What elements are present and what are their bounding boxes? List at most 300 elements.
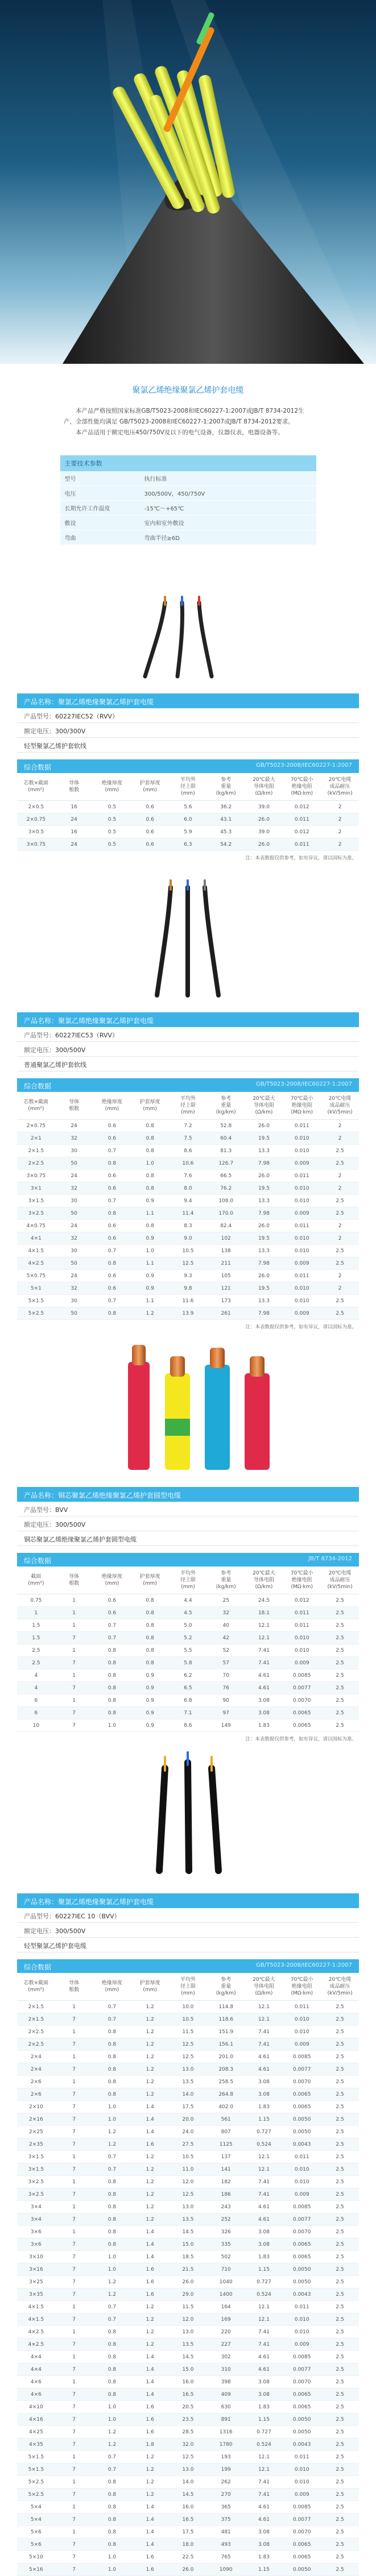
table-row	[17, 2301, 359, 2313]
table-cell: 1.6	[131, 2138, 169, 2151]
table-cell: 1	[55, 2476, 93, 2488]
table-cell: 1.83	[245, 1719, 283, 1732]
table-cell: 1.4	[131, 2226, 169, 2238]
product-voltage-label: 额定电压：	[24, 1927, 55, 1935]
table-row	[17, 2138, 359, 2151]
three-core-cable-image	[0, 580, 376, 693]
table-cell: 1.0	[131, 1245, 169, 1257]
table-row	[17, 1682, 359, 1694]
table-cell: 0.009	[283, 2488, 321, 2501]
table-cell: 0.010	[283, 1195, 321, 1207]
table-row	[17, 1232, 359, 1245]
table-cell: 0.011	[283, 1619, 321, 1632]
table-cell: 12.1	[245, 2301, 283, 2313]
table-row	[17, 1669, 359, 1682]
table-cell: 1	[55, 2051, 93, 2063]
table-cell: 2.5	[321, 2563, 359, 2576]
table-cell: 2	[321, 838, 359, 851]
intro-section	[0, 364, 376, 580]
table-row	[17, 2101, 359, 2113]
table-cell: 1.2	[131, 2201, 169, 2213]
table-cell: 3×35	[17, 2288, 55, 2301]
table-cell: 13.0	[169, 2326, 207, 2338]
table-cell: 5×6	[17, 2526, 55, 2538]
column-header: 参考 重量 (kg/km)	[207, 773, 245, 801]
table-cell: 4.61	[245, 2201, 283, 2213]
table-cell: 4×6	[17, 2388, 55, 2401]
table-row	[17, 2351, 359, 2363]
table-cell: 13.3	[245, 1195, 283, 1207]
table-cell: 17.5	[169, 2101, 207, 2113]
spec-key: 弯曲	[64, 535, 76, 542]
table-cell: 0.010	[283, 2326, 321, 2338]
table-cell: 0.727	[245, 2276, 283, 2288]
table-row	[17, 2226, 359, 2238]
table-cell: 24.5	[245, 1594, 283, 1607]
table-cell: 97	[207, 1707, 245, 1719]
table-cell: 13.5	[169, 2213, 207, 2226]
table-cell: 0.6	[131, 826, 169, 838]
spec-value: 执行标准	[144, 476, 167, 483]
table-cell: 0.8	[93, 1694, 131, 1707]
table-cell: 4.61	[245, 2213, 283, 2226]
table-row	[17, 1282, 359, 1295]
spec-row	[60, 486, 316, 501]
table-cell: 0.8	[93, 2326, 131, 2338]
table-cell: 0.8	[93, 2363, 131, 2376]
table-cell: 0.011	[283, 2001, 321, 2013]
table-cell: 12.5	[169, 2038, 207, 2051]
table-cell: 0.9	[131, 1282, 169, 1295]
table-cell: 1.5	[17, 1619, 55, 1632]
table-cell: 1.4	[131, 2113, 169, 2126]
table-cell: 7.1	[169, 1707, 207, 1719]
table-cell: 12.1	[245, 2463, 283, 2476]
table-row	[17, 1220, 359, 1232]
table-cell: 1316	[207, 2426, 245, 2438]
table-cell: 0.7	[93, 1245, 131, 1257]
table-cell: 2×0.5	[17, 801, 55, 813]
table-cell: 7	[55, 2126, 93, 2138]
table-cell: 0.6	[131, 838, 169, 851]
standard-code: JB/T 8734-2012	[308, 1556, 352, 1562]
column-header: 70℃最小 绝缘电阻 (MΩ·km)	[283, 1567, 321, 1594]
table-cell: 1.8	[131, 2438, 169, 2451]
table-cell: 12.5	[169, 2188, 207, 2201]
table-cell: 0.8	[93, 2476, 131, 2488]
table-cell: 1.4	[131, 2538, 169, 2551]
table-cell: 1.2	[93, 2438, 131, 2451]
table-cell: 1.4	[131, 2526, 169, 2538]
table-row	[17, 826, 359, 838]
table-cell: 0.7	[93, 2151, 131, 2163]
table-cell: 156.1	[207, 2038, 245, 2051]
table-cell: 252	[207, 2213, 245, 2226]
table-cell: 4.61	[245, 2513, 283, 2526]
table-cell: 2.5	[321, 2063, 359, 2076]
table-cell: 7	[55, 2138, 93, 2151]
table-cell: 102	[207, 1232, 245, 1245]
table-cell: 50	[55, 1207, 93, 1220]
table-cell: 32	[207, 1607, 245, 1619]
table-cell: 7.41	[245, 2476, 283, 2488]
table-row	[17, 2088, 359, 2101]
table-cell: 1	[55, 2351, 93, 2363]
table-cell: 2×6	[17, 2076, 55, 2088]
table-cell: 118.6	[207, 2013, 245, 2026]
table-cell: 45.3	[207, 826, 245, 838]
product-name: 产品名称：聚氯乙烯绝缘聚氯乙烯护套电缆	[17, 693, 359, 708]
spec-key: 敷设	[64, 521, 76, 527]
table-row	[17, 2038, 359, 2051]
table-cell: 2.5	[321, 1157, 359, 1170]
table-row	[17, 1195, 359, 1207]
table-row	[17, 2376, 359, 2388]
table-cell: 0.009	[283, 1207, 321, 1220]
table-cell: 7	[55, 1682, 93, 1694]
table-cell: 2×25	[17, 2126, 55, 2138]
table-cell: 50	[55, 1307, 93, 1320]
table-cell: 258.5	[207, 2076, 245, 2088]
table-cell: 2.5	[321, 2176, 359, 2188]
table-cell: 1	[55, 2501, 93, 2513]
table-cell: 0.011	[283, 1220, 321, 1232]
table-cell: 1.2	[93, 2288, 131, 2301]
table-cell: 4×0.75	[17, 1220, 55, 1232]
table-cell: 32	[55, 1282, 93, 1295]
table-cell: 0.8	[131, 1132, 169, 1145]
table-cell: 335	[207, 2238, 245, 2251]
table-cell: 0.7	[93, 2001, 131, 2013]
column-header: 芯数×截面 (mm²)	[17, 1092, 55, 1120]
table-cell: 0.010	[283, 1245, 321, 1257]
table-cell: 3.08	[245, 2076, 283, 2088]
table-title: 综合数据	[24, 1963, 52, 1971]
table-row	[17, 2526, 359, 2538]
table-cell: 7	[55, 2551, 93, 2563]
table-cell: 5×4	[17, 2501, 55, 2513]
table-cell: 765	[207, 2551, 245, 2563]
table-cell: 0.5	[93, 801, 131, 813]
table-cell: 2	[321, 1282, 359, 1295]
table-cell: 1.2	[93, 2126, 131, 2138]
table-cell: 5×6	[17, 2538, 55, 2551]
table-cell: 2.5	[321, 1207, 359, 1220]
data-table	[17, 1567, 359, 1732]
spec-row	[60, 471, 316, 486]
table-header-bar	[17, 1959, 359, 1973]
table-cell: 1.2	[131, 2151, 169, 2163]
product-model-label: 产品型号：	[24, 1032, 55, 1039]
table-cell: 12.1	[245, 2313, 283, 2326]
table-cell: 1.2	[131, 2301, 169, 2313]
table-cell: 5.9	[169, 826, 207, 838]
table-cell: 3×6	[17, 2226, 55, 2238]
table-cell: 36.2	[207, 801, 245, 813]
table-cell: 0.7	[93, 2163, 131, 2176]
product-voltage-label: 额定电压：	[24, 1521, 55, 1528]
table-cell: 7	[55, 2276, 93, 2288]
table-cell: 1.4	[131, 2126, 169, 2138]
table-cell: 108.0	[207, 1195, 245, 1207]
table-cell: 164	[207, 2301, 245, 2313]
table-cell: 12.1	[245, 2451, 283, 2463]
table-cell: 4.4	[169, 1594, 207, 1607]
table-cell: 2.5	[321, 1719, 359, 1732]
table-header-row	[17, 773, 359, 801]
table-cell: 1.2	[131, 2038, 169, 2051]
table-cell: 10.6	[169, 1157, 207, 1170]
table-cell: 1.6	[131, 2413, 169, 2426]
table-cell: 0.7	[93, 1632, 131, 1644]
table-cell: 2.5	[321, 1707, 359, 1719]
table-cell: 19.5	[245, 1232, 283, 1245]
table-cell: 11.0	[169, 2163, 207, 2176]
table-cell: 2.5	[321, 2538, 359, 2551]
table-cell: 3.08	[245, 2388, 283, 2401]
table-cell: 2	[321, 1182, 359, 1195]
table-cell: 0.0085	[283, 1669, 321, 1682]
table-cell: 7	[55, 2213, 93, 2226]
table-cell: 0.6	[93, 1232, 131, 1245]
table-cell: 0.9	[131, 1694, 169, 1707]
table-cell: 7	[55, 2063, 93, 2076]
intro-paragraph: 本产品严格按照国家标准GB/T5023-2008和IEC60227-1:2007或JB/T 8734-2012生产，全部性能均满足 GB/T5023-2008和IEC60227-1:2007或JB/T 8734-2012要求。	[64, 408, 304, 425]
table-cell: 2.5	[321, 1195, 359, 1207]
table-cell: 7	[55, 2288, 93, 2301]
table-cell: 1.6	[131, 2551, 169, 2563]
cable-illustration-4	[0, 1746, 376, 1893]
table-cell: 2	[321, 1220, 359, 1232]
table-cell: 2	[321, 826, 359, 838]
column-header: 参考 重量 (kg/km)	[207, 1973, 245, 2001]
table-cell: 0.8	[93, 2213, 131, 2226]
table-cell: 5.8	[169, 1657, 207, 1669]
table-cell: 121	[207, 1282, 245, 1295]
table-cell: 4×2.5	[17, 2326, 55, 2338]
table-cell: 0.7	[93, 2301, 131, 2313]
table-cell: 2.5	[321, 2488, 359, 2501]
table-cell: 2×1	[17, 1132, 55, 1145]
table-cell: 7.2	[169, 1120, 207, 1132]
table-row	[17, 2163, 359, 2176]
table-cell: 14.5	[169, 2488, 207, 2501]
product-voltage-value: 300/300V	[55, 728, 86, 735]
table-cell: 1.15	[245, 2563, 283, 2576]
table-cell: 1.2	[131, 2051, 169, 2063]
table-cell: 891	[207, 2413, 245, 2426]
table-cell: 0.8	[93, 1669, 131, 1682]
table-cell: 7.98	[245, 1207, 283, 1220]
table-cell: 16.0	[169, 2501, 207, 2513]
table-cell: 0.0070	[283, 2226, 321, 2238]
table-cell: 0.8	[93, 2226, 131, 2238]
table-cell: 4×2.5	[17, 1257, 55, 1270]
table-cell: 1.15	[245, 2113, 283, 2126]
table-cell: 2.5	[321, 2438, 359, 2451]
table-row	[17, 2013, 359, 2026]
table-cell: 0.010	[283, 1132, 321, 1145]
table-cell: 0.0050	[283, 2563, 321, 2576]
table-cell: 0.727	[245, 2426, 283, 2438]
spec-box	[60, 455, 316, 545]
table-cell: 2.5	[321, 2501, 359, 2513]
table-cell: 0.5	[93, 838, 131, 851]
table-cell: 1.1	[131, 1257, 169, 1270]
table-row	[17, 2501, 359, 2513]
table-cell: 7	[55, 2313, 93, 2326]
table-cell: 0.0070	[283, 2076, 321, 2088]
table-cell: 0.0085	[283, 2501, 321, 2513]
table-cell: 5×1.5	[17, 2463, 55, 2476]
table-cell: 5×2.5	[17, 1307, 55, 1320]
table-cell: 2.5	[321, 2163, 359, 2176]
table-cell: 2.5	[17, 1644, 55, 1657]
table-row	[17, 2063, 359, 2076]
table-cell: 2	[321, 813, 359, 826]
table-cell: 0.011	[283, 2451, 321, 2463]
table-cell: 1.2	[93, 2138, 131, 2151]
table-cell: 24	[55, 1170, 93, 1182]
table-cell: 50	[55, 1257, 93, 1270]
table-cell: 2×2.5	[17, 1157, 55, 1170]
table-cell: 1	[55, 2176, 93, 2188]
table-cell: 7	[55, 2188, 93, 2201]
table-cell: 0.0065	[283, 1719, 321, 1732]
hero-cable-image	[0, 0, 376, 364]
table-cell: 43.1	[207, 813, 245, 826]
table-cell: 149	[207, 1719, 245, 1732]
table-cell: 39.0	[245, 826, 283, 838]
table-cell: 10.0	[169, 2001, 207, 2013]
table-cell: 8.3	[169, 1220, 207, 1232]
column-header: 20℃电缆 成品耐压 (kV/5min)	[321, 1092, 359, 1120]
table-cell: 2×2.5	[17, 2026, 55, 2038]
table-cell: 0.010	[283, 2463, 321, 2476]
table-cell: 7	[55, 2238, 93, 2251]
table-cell: 262	[207, 2476, 245, 2488]
table-cell: 13.5	[169, 2338, 207, 2351]
table-cell: 1	[55, 1694, 93, 1707]
data-table	[17, 1092, 359, 1320]
table-cell: 0.010	[283, 2476, 321, 2488]
table-cell: 1780	[207, 2438, 245, 2451]
table-cell: 1	[55, 2301, 93, 2313]
table-row	[17, 2263, 359, 2276]
table-row	[17, 813, 359, 826]
table-cell: 4.61	[245, 1669, 283, 1682]
table-cell: 32.0	[169, 2438, 207, 2451]
table-cell: 2.5	[321, 1682, 359, 1694]
table-cell: 170.0	[207, 1207, 245, 1220]
table-cell: 169	[207, 2313, 245, 2326]
table-cell: 0.0050	[283, 2426, 321, 2438]
table-header-bar	[17, 1553, 359, 1567]
table-cell: 2.5	[321, 1257, 359, 1270]
table-cell: 2.5	[321, 2038, 359, 2051]
table-cell: 2.5	[321, 1594, 359, 1607]
table-cell: 0.010	[283, 1232, 321, 1245]
table-cell: 3.08	[245, 2538, 283, 2551]
table-cell: 26.0	[245, 1220, 283, 1232]
table-cell: 2.5	[321, 2313, 359, 2326]
table-cell: 7	[55, 2401, 93, 2413]
table-cell: 7	[55, 2363, 93, 2376]
table-cell: 1.0	[93, 2413, 131, 2426]
table-cell: 2.5	[321, 1145, 359, 1157]
table-cell: 14.0	[169, 2476, 207, 2488]
table-cell: 0.7	[93, 1145, 131, 1157]
table-cell: 39.0	[245, 801, 283, 813]
table-header-bar	[17, 1078, 359, 1092]
table-cell: 0.9	[131, 1270, 169, 1282]
table-cell: 138	[207, 1245, 245, 1257]
table-cell: 137	[207, 2151, 245, 2163]
table-cell: 14.5	[169, 2226, 207, 2238]
table-cell: 22.5	[169, 2551, 207, 2563]
table-header-row	[17, 1973, 359, 2001]
table-note: 注：本表数据仅供参考，如有异议，请以国标为准。	[245, 855, 357, 861]
table-cell: 0.010	[283, 2163, 321, 2176]
table-row	[17, 1132, 359, 1145]
product-section-4	[17, 1893, 359, 2576]
table-cell: 2.5	[321, 1245, 359, 1257]
table-cell: 16.0	[169, 2376, 207, 2388]
table-cell: 0.9	[131, 1719, 169, 1732]
table-cell: 1.0	[93, 1719, 131, 1732]
table-cell: 0.009	[283, 1657, 321, 1669]
table-cell: 561	[207, 2113, 245, 2126]
table-row	[17, 1619, 359, 1632]
table-cell: 0.8	[131, 1220, 169, 1232]
table-cell: 76	[207, 1682, 245, 1694]
table-cell: 2.5	[321, 2376, 359, 2388]
cable-illustration-1	[0, 580, 376, 693]
table-cell: 1.4	[131, 2251, 169, 2263]
table-cell: 8.0	[169, 1182, 207, 1195]
table-cell: 182	[207, 2176, 245, 2188]
table-cell: 10.5	[169, 2013, 207, 2026]
table-row	[17, 2401, 359, 2413]
table-row	[17, 2463, 359, 2476]
table-cell: 0.727	[245, 2126, 283, 2138]
table-cell: 1	[55, 2026, 93, 2038]
table-cell: 3×6	[17, 2238, 55, 2251]
single-core-cables-image	[0, 1333, 376, 1487]
table-cell: 1.2	[131, 2326, 169, 2338]
column-header: 20℃最大 导体电阻 (Ω/km)	[245, 1092, 283, 1120]
column-header: 20℃电缆 成品耐压 (kV/5min)	[321, 1973, 359, 2001]
table-cell: 0.011	[283, 2301, 321, 2313]
table-cell: 409	[207, 2388, 245, 2401]
product-voltage	[17, 1042, 359, 1057]
table-cell: 7	[55, 2463, 93, 2476]
table-cell: 7.41	[245, 2488, 283, 2501]
table-row	[17, 2388, 359, 2401]
table-cell: 1.4	[131, 2501, 169, 2513]
table-cell: 7.41	[245, 2026, 283, 2038]
table-cell: 2.5	[321, 2126, 359, 2138]
table-cell: 29.0	[169, 2288, 207, 2301]
table-cell: 0.8	[93, 2538, 131, 2551]
table-cell: 7	[55, 1632, 93, 1644]
table-cell: 302	[207, 2351, 245, 2363]
table-cell: 25	[207, 1594, 245, 1607]
table-row	[17, 2538, 359, 2551]
table-cell: 0.9	[131, 1707, 169, 1719]
table-cell: 2.5	[321, 2388, 359, 2401]
table-cell: 2.5	[17, 1657, 55, 1669]
